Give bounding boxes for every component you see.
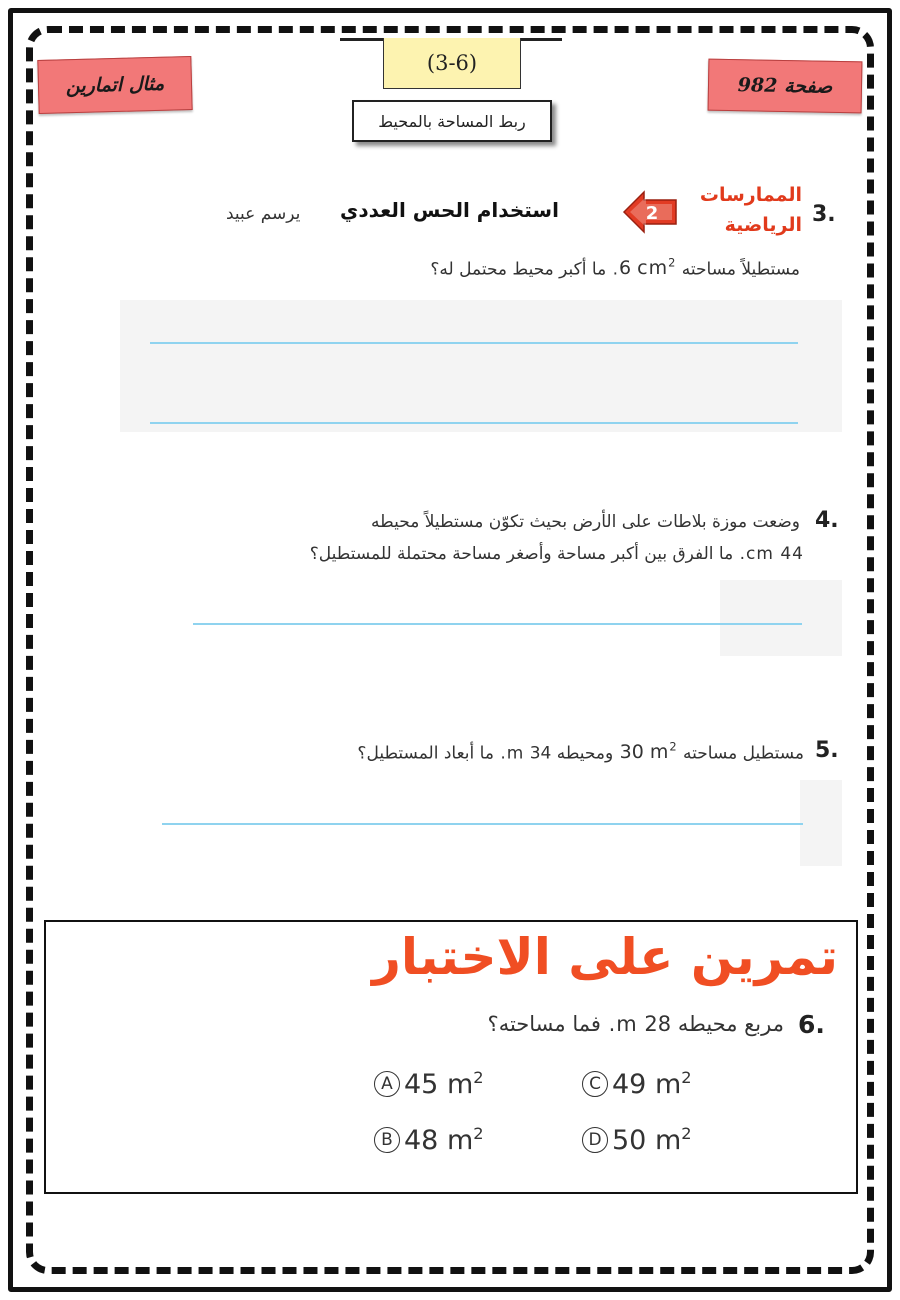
option-d-number: 50 m: [612, 1125, 682, 1156]
option-c-number: 49 m: [612, 1069, 682, 1100]
option-a-exp: 2: [473, 1068, 484, 1087]
q3-number: 3.: [812, 202, 836, 227]
q3-heading-rest: يرسم عبيد: [226, 204, 301, 224]
practice-arrow-icon: [622, 188, 678, 236]
page-number-tag: [708, 59, 863, 114]
math-practices-line2: الرياضية: [724, 214, 802, 236]
option-b[interactable]: [374, 1124, 484, 1156]
math-practices-line1: الممارسات: [699, 184, 802, 206]
q3-answer-area: [120, 300, 842, 432]
q5-answer-line[interactable]: [162, 823, 803, 825]
option-c-letter: C: [582, 1071, 608, 1097]
q4-number: 4.: [815, 508, 839, 533]
q3-text-a: مستطيلاً مساحته: [676, 259, 800, 280]
option-d[interactable]: [582, 1124, 692, 1156]
q3-answer-line-1[interactable]: [150, 342, 798, 344]
q4-answer-line[interactable]: [193, 623, 802, 625]
q4-text-line2: 44 cm. ما الفرق بين أكبر مساحة وأصغر مساحة محتملة للمستطيل؟: [309, 544, 804, 564]
option-a-number: 45 m: [404, 1069, 474, 1100]
option-c-value: [612, 1068, 692, 1100]
q5-area-value: 30 m: [619, 741, 670, 764]
option-b-exp: 2: [473, 1124, 484, 1143]
q6-number: 6.: [798, 1010, 825, 1039]
q6-text: مربع محيطه 28 m. فما مساحته؟: [487, 1012, 784, 1036]
q4-answer-area: [720, 580, 842, 656]
option-a-value: [404, 1068, 484, 1100]
lesson-title: ربط المساحة بالمحيط: [378, 111, 526, 131]
q5-text-b: ومحيطه 34 m. ما أبعاد المستطيل؟: [357, 743, 620, 764]
lesson-title-box: [352, 100, 552, 142]
option-b-number: 48 m: [404, 1125, 474, 1156]
option-c-exp: 2: [681, 1068, 692, 1087]
q5-area: [620, 741, 678, 763]
option-d-exp: 2: [681, 1124, 692, 1143]
lesson-number: (3-6): [426, 51, 478, 75]
page-number-label: صفحة 982: [737, 74, 833, 98]
option-a[interactable]: [374, 1068, 484, 1100]
q5-text-a: مستطيل مساحته: [677, 743, 804, 764]
test-practice-title: تمرين على الاختبار: [372, 928, 838, 986]
q5-number: 5.: [815, 738, 839, 763]
option-a-letter: A: [374, 1071, 400, 1097]
option-c[interactable]: [582, 1068, 692, 1100]
q3-answer-line-2[interactable]: [150, 422, 798, 424]
option-d-value: [612, 1124, 692, 1156]
q3-area: [619, 257, 676, 279]
q5-answer-area: [800, 780, 842, 866]
test-practice-box: [44, 920, 858, 1194]
q3-area-exp: 2: [668, 256, 677, 270]
option-b-letter: B: [374, 1127, 400, 1153]
practice-badge-number: 2: [645, 203, 659, 224]
q5-text: [357, 740, 804, 763]
q4-text-line1: وضعت موزة بلاطات على الأرض بحيث تكوّن مستطيلاً محيطه: [371, 512, 800, 532]
option-b-value: [404, 1124, 484, 1156]
q3-area-value: 6 cm: [619, 257, 669, 280]
math-practices-label: [690, 180, 802, 240]
examples-exercises-label: مثال اتمارين: [65, 72, 165, 98]
q3-text-b: . ما أكبر محيط محتمل له؟: [430, 259, 620, 280]
number-sense-heading: استخدام الحس العددي: [340, 198, 559, 222]
examples-exercises-tag: [37, 56, 192, 114]
q3-text: [430, 256, 800, 279]
lesson-number-box: [383, 38, 521, 89]
q5-area-exp: 2: [669, 740, 678, 754]
option-d-letter: D: [582, 1127, 608, 1153]
